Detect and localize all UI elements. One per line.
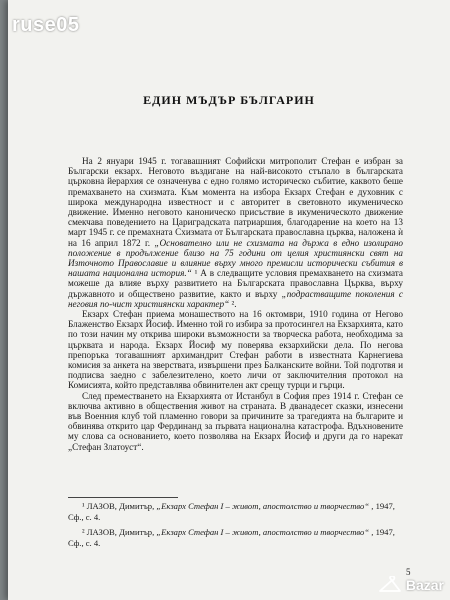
paragraph-1-quote-1: „Основателно или не схизмата на държа в едно изолирано положение в продължение близо на 75 години от целия християнски свят на Източното Православие и влияние върху много премисли исторически събития в нашата национална история.“: [68, 237, 403, 279]
bazar-logo-text: Bazar: [405, 577, 444, 593]
paragraph-2-part-1: Екзарх Стефан приема монашеството на 16 октомври, 1910 година от Негово Блаженство Екзарх Йосиф. Именно той го избира за протосингел на Екзархията, като по този начин му открива широки възможности за творческа работа, необходима за църквата и народа. Екзарх Йосиф му поверява екзархийски дела. По негова препоръка тогавашният архимандрит Стефан работи в известната Карнегиева комисия за анкета на зверствата, извършени през Балканските войни. Той подготвя и подписва заедно с забелезителено, което личи от заключителния протокол на Комисията, който представлява обвинителен акт срещу турци и гърци.: [68, 309, 403, 391]
page-number: 5: [406, 567, 411, 577]
paragraph-1: [68, 156, 403, 309]
paragraph-1-part-1: На 2 януари 1945 г. тогавашният Софийски митрополит Стефан е избран за Български екзарх. Неговото въздигане на най-високото стъпало в българската църковна йерархия се означенува с едно голямо историческо събитие, каквото беше премахването на схизмата. Към момента на избора Екзарх Стефан е духовник с широка международна известност и с авторитет в световното икуменическо движение. Именно неговото каноническо присъствие в икуменическото движение смекчава поведението на Цариградската патриаршия, благодарение на което на 13 март 1945 г. се премахната Схизмата от Българската православна църква, наложена ѝ на 16 април 1872 г.: [68, 156, 403, 248]
footnote-1-source: , 1947, Сф., с. 4.: [68, 501, 395, 522]
paragraph-1-part-5: ².: [231, 298, 237, 309]
paragraph-1-part-3: ¹ А в следващите условия премахването на схизмата можеше да влияе върху развитието на Българската православна Църква, върху държавното и обществено развитие, както и върху: [68, 268, 404, 299]
footnote-2-title: „Екзарх Стефан I – живот, апостолство и творчество“: [156, 527, 370, 537]
footnote-2-source: , 1947, Сф., с. 4.: [68, 527, 395, 548]
paragraph-2: [68, 309, 403, 391]
footnote-divider: [68, 497, 178, 498]
footnotes: [68, 497, 403, 553]
footnote-1: [68, 501, 403, 523]
body-text: [68, 156, 403, 452]
paragraph-1-quote-2: „подрастващите поколения с неговия по-чист християнски характер“: [68, 288, 403, 309]
footnote-1-title: „Екзарх Стефан I – живот, апостолство и творчество“: [156, 501, 370, 511]
footnote-1-author: ¹ ЛАЗОВ, Димитър,: [82, 501, 157, 511]
footnote-2-author: ² ЛАЗОВ, Димитър,: [82, 527, 157, 537]
paragraph-3: [68, 391, 403, 452]
book-page: [8, 0, 450, 600]
footnote-2: [68, 527, 403, 549]
watermark-ruse05: ruse05: [12, 14, 80, 36]
chapter-title: ЕДИН МЪДЪР БЪЛГАРИН: [143, 93, 315, 107]
paragraph-3-part-1: След преместването на Екзархията от Истанбул в София през 1914 г. Стефан се включва активно в обществения живот на страната. В дванадесет сказки, изнесени във Военния клуб той пламенно говори за причините за трагедията на българите и обвинява открито цар Фердинанд за първата национална катастрофа. Вдъхновените му слова са основанието, което позволява на Екзарх Йосиф и други да го нарекат „Стефан Златоуст“.: [68, 390, 403, 452]
bazar-hanger-icon: [377, 576, 403, 594]
bazar-logo: [377, 576, 444, 594]
